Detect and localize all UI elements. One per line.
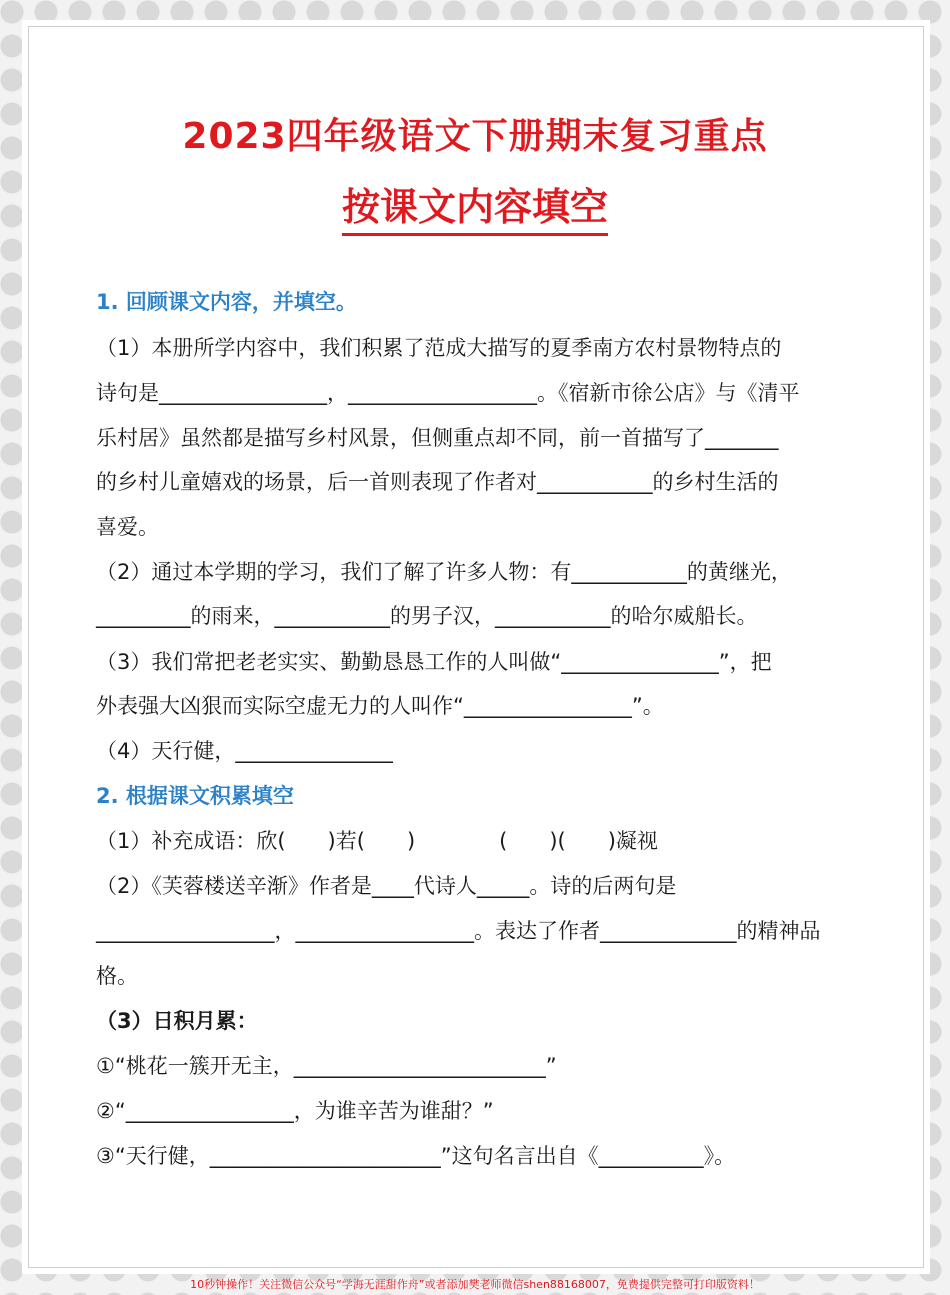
section2-sub3-heading: （3）日积月累： (96, 1009, 258, 1033)
section1-heading: 1. 回顾课文内容，并填空。 (96, 290, 357, 314)
section2-line-2: （2）《芙蓉楼送辛渐》作者是____代诗人_____。诗的后两句是 (96, 874, 677, 898)
section1-line-8: （3）我们常把老老实实、勤勤恳恳工作的人叫做“_______________”，把 (96, 650, 772, 674)
page-title: 2023四年级语文下册期末复习重点 (182, 116, 768, 157)
page-subtitle (0, 176, 950, 231)
footer-note: 10秒钟操作！关注微信公众号“学海无涯甜作舟”或者添加樊老师微信shen88168007，免费提供完整可打印版资料！ (190, 1278, 760, 1291)
section2-sub3-line-2: ②“________________，为谁辛苦为谁甜？” (96, 1099, 494, 1123)
section1-line-1: （1）本册所学内容中，我们积累了范成大描写的夏季南方农村景物特点的 (96, 336, 782, 360)
section2-line-1: （1）补充成语：欣( )若( ) ( )( )凝视 (96, 829, 658, 853)
section1-line-6: （2）通过本学期的学习，我们了解了许多人物：有___________的黄继光， (96, 560, 792, 584)
page-subtitle-text: 按课文内容填空 (342, 185, 608, 236)
section2-line-4: 格。 (96, 964, 138, 988)
section1-line-7: _________的雨来，___________的男子汉，___________的哈尔威船长。 (96, 604, 758, 628)
section2-heading: 2. 根据课文积累填空 (96, 784, 294, 808)
section1-line-5: 喜爱。 (96, 515, 159, 539)
section1-line-10: （4）天行健，_______________ (96, 739, 393, 763)
section2-line-3: _________________，_________________。表达了作者_____________的精神品 (96, 919, 821, 943)
section2-sub3-line-3: ③“天行健，______________________”这句名言出自《__________》。 (96, 1144, 736, 1168)
section1-line-3: 乐村居》虽然都是描写乡村风景，但侧重点却不同，前一首描写了_______ (96, 426, 779, 450)
section2-sub3-line-1: ①“桃花一簇开无主，________________________” (96, 1054, 557, 1078)
section1-line-2: 诗句是________________，__________________。《宿新市徐公店》与《清平 (96, 381, 800, 405)
section1-line-9: 外表强大凶狠而实际空虚无力的人叫作“________________”。 (96, 694, 664, 718)
section1-line-4: 的乡村儿童嬉戏的场景，后一首则表现了作者对___________的乡村生活的 (96, 470, 779, 494)
